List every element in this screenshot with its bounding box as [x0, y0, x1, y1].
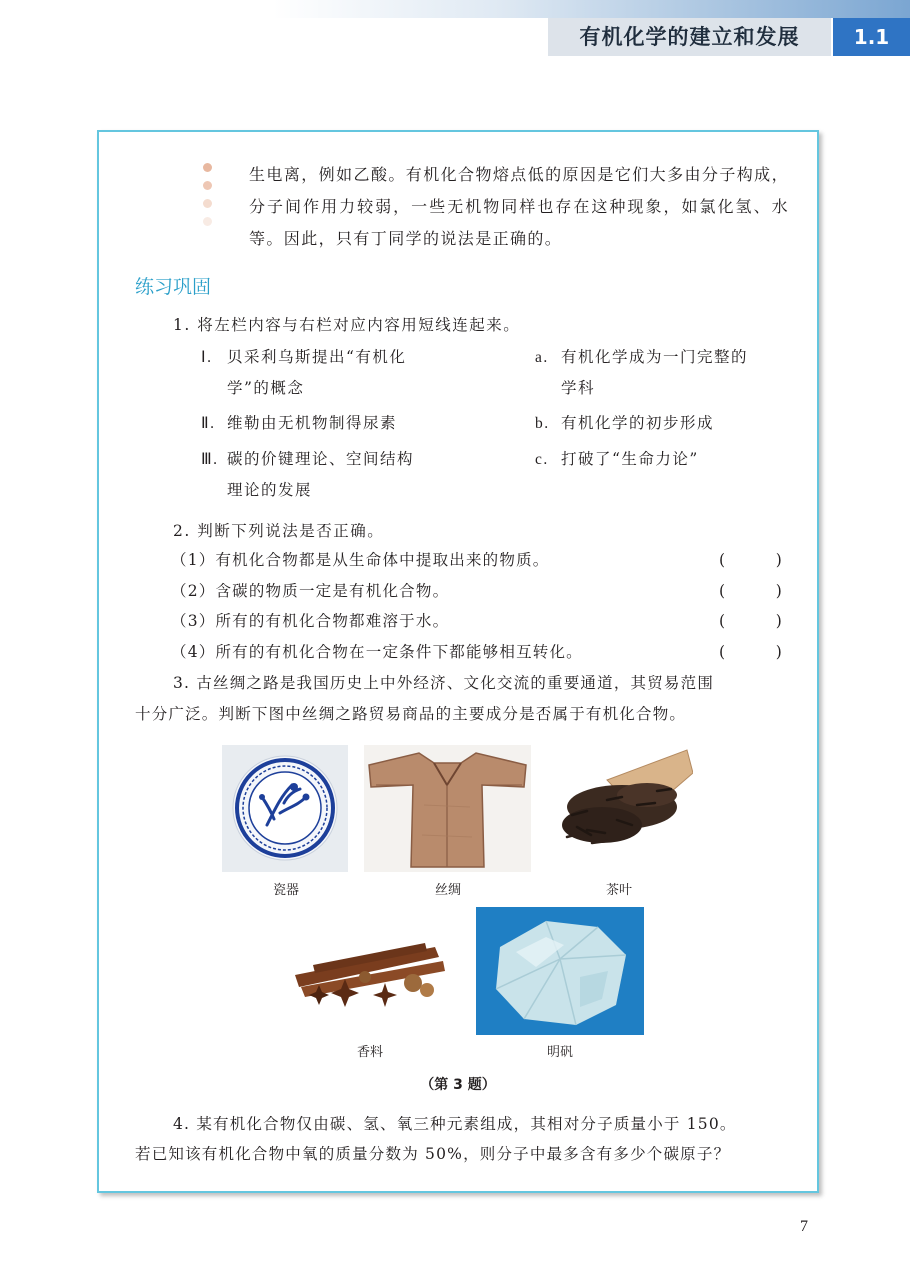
caption-alum: 明矾	[546, 1045, 573, 1060]
match-right-item-b: b. 有机化学的初步形成	[535, 414, 715, 432]
judge-item-2: （2）含碳的物质一定是有机化合物。 ( )	[171, 576, 783, 606]
question-4-line-2: 若已知该有机化合物中氧的质量分数为 50%，则分子中最多含有多少个碳原子？	[135, 1145, 731, 1163]
answer-parentheses[interactable]: ( )	[719, 643, 783, 661]
match-left-item-2: Ⅱ. 维勒由无机物制得尿素	[201, 414, 398, 432]
silk-robe-photo	[364, 745, 531, 872]
match-right-item-c: c. 打破了“生命力论”	[535, 450, 699, 468]
figure-caption: （第 3 题）	[420, 1077, 496, 1093]
match-left-item-3: Ⅲ. 碳的价键理论、空间结构 理论的发展	[201, 450, 415, 499]
caption-tea: 茶叶	[605, 883, 632, 898]
caption-spices: 香料	[356, 1045, 383, 1060]
section-heading: 练习巩固	[135, 276, 212, 298]
question-3-line-1: 3. 古丝绸之路是我国历史上中外经济、文化交流的重要通道，其贸易范围	[173, 674, 715, 692]
judge-item-1: （1）有机化合物都是从生命体中提取出来的物质。 ( )	[171, 545, 783, 575]
spices-photo	[285, 935, 455, 1025]
answer-parentheses[interactable]: ( )	[719, 612, 783, 630]
alum-crystal-photo	[476, 907, 644, 1035]
judge-item-4: （4）所有的有机化合物在一定条件下都能够相互转化。 ( )	[171, 637, 783, 667]
question-2-stem: 2. 判断下列说法是否正确。	[173, 522, 385, 540]
chapter-title: 有机化学的建立和发展	[548, 18, 831, 56]
porcelain-plate-photo	[222, 745, 348, 872]
tea-leaves-photo	[547, 745, 693, 865]
question-3-line-2: 十分广泛。判断下图中丝绸之路贸易商品的主要成分是否属于有机化合物。	[135, 705, 687, 723]
answer-paragraph: 生电离，例如乙酸。有机化合物熔点低的原因是它们大多由分子构成，分子间作用力较弱，一些无机物同样也存在这种现象，如氯化氢、水等。因此，只有丁同学的说法是正确的。	[249, 165, 789, 248]
content-box	[97, 130, 819, 1193]
match-left-item-1: Ⅰ. 贝采利乌斯提出“有机化 学”的概念	[201, 348, 407, 397]
caption-silk: 丝绸	[434, 883, 461, 898]
question-4-line-1: 4. 某有机化合物仅由碳、氢、氧三种元素组成，其相对分子质量小于 150。	[173, 1115, 737, 1133]
match-right-item-a: a. 有机化学成为一门完整的 学科	[535, 348, 749, 397]
judge-item-3: （3）所有的有机化合物都难溶于水。 ( )	[171, 606, 783, 636]
header-gradient-bar	[0, 0, 910, 18]
caption-porcelain: 瓷器	[272, 883, 299, 898]
page-number: 7	[800, 1218, 808, 1235]
chapter-number: 1.1	[833, 18, 910, 56]
question-1-stem: 1. 将左栏内容与右栏对应内容用短线连起来。	[173, 316, 521, 334]
answer-parentheses[interactable]: ( )	[719, 582, 783, 600]
answer-parentheses[interactable]: ( )	[719, 551, 783, 569]
decorative-dots	[203, 163, 215, 235]
